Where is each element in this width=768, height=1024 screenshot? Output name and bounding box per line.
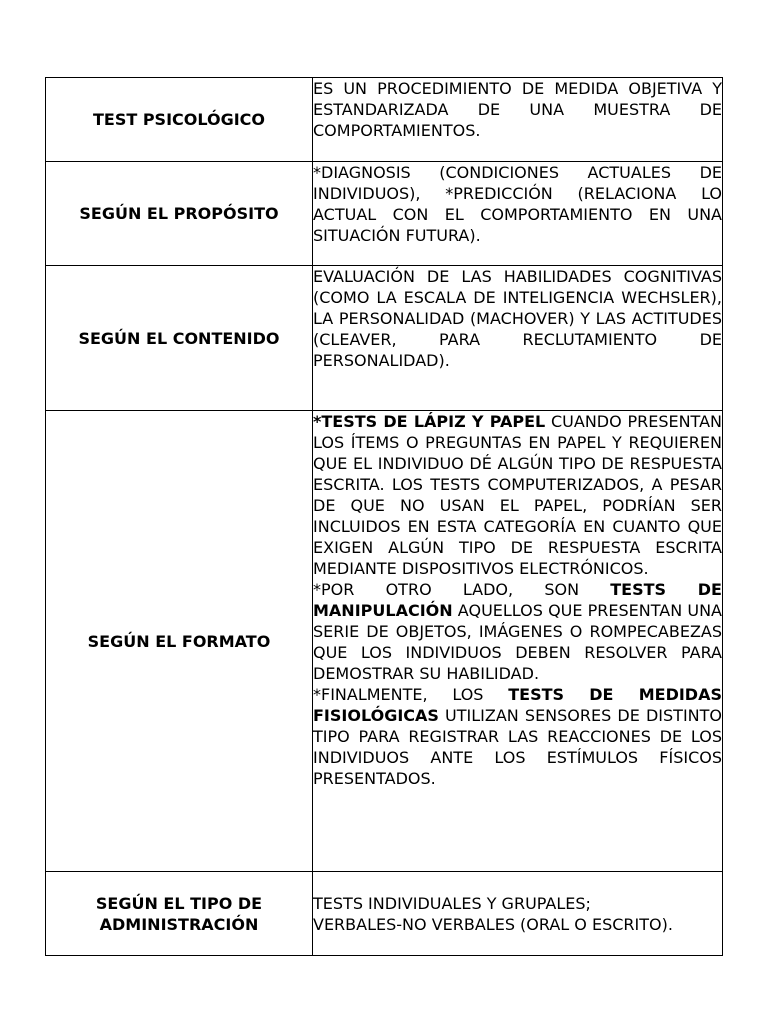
row-label: TEST PSICOLÓGICO [92,110,266,129]
row-content-cell [313,411,723,872]
table-row [46,162,723,266]
paragraph-text: AQUELLOS QUE PRESENTAN UNA SERIE DE OBJETOS, IMÁGENES O ROMPECABEZAS QUE LOS INDIVIDUOS DEBEN RESOLVER PARA DEMOSTRAR SU HABILIDAD. [313,601,722,683]
table-row [46,872,723,956]
row-content-cell [313,266,723,411]
row-label-line: SEGÚN EL TIPO DE [95,893,263,913]
paragraph-intro: *POR OTRO LADO, SON [313,580,611,599]
paragraph-text: UTILIZAN SENSORES DE DISTINTO TIPO PARA REGISTRAR LAS REACCIONES DE LOS INDIVIDUOS ANTE LOS ESTÍMULOS FÍSICOS PRESENTADOS. [313,706,722,788]
table-row [46,266,723,411]
row-content-line: TESTS INDIVIDUALES Y GRUPALES; [313,893,591,913]
paragraph-intro: *FINALMENTE, LOS [313,685,509,704]
row-label-cell [46,162,313,266]
row-content-line: VERBALES-NO VERBALES (ORAL O ESCRITO). [313,914,673,934]
row-content: *DIAGNOSIS (CONDICIONES ACTUALES DE INDIVIDUOS), *PREDICCIÓN (RELACIONA LO ACTUAL CON EL COMPORTAMIENTO EN UNA SITUACIÓN FUTURA). [313,163,722,245]
row-label-line: ADMINISTRACIÓN [99,914,259,934]
table-row [46,78,723,162]
row-content-cell [313,78,723,162]
row-label-cell [46,78,313,162]
row-label-cell [46,872,313,956]
row-label: SEGÚN EL FORMATO [87,631,271,651]
row-label-cell [46,411,313,872]
row-label: SEGÚN EL PROPÓSITO [79,204,279,223]
row-content-cell [313,162,723,266]
bold-term: TESTS DE MEDIDAS FISIOLÓGICAS [313,685,722,725]
row-label: SEGÚN EL CONTENIDO [78,328,280,348]
row-content: ES UN PROCEDIMIENTO DE MEDIDA OBJETIVA Y ESTANDARIZADA DE UNA MUESTRA DE COMPORTAMIENTOS. [313,79,722,140]
bold-term: TESTS DE MANIPULACIÓN [313,580,722,620]
bold-term: *TESTS DE LÁPIZ Y PAPEL [313,412,546,431]
row-content: EVALUACIÓN DE LAS HABILIDADES COGNITIVAS (COMO LA ESCALA DE INTELIGENCIA WECHSLER), LA PERSONALIDAD (MACHOVER) Y LAS ACTITUDES (CLEAVER, PARA RECLUTAMIENTO DE PERSONALIDAD). [313,267,722,370]
paragraph-text: CUANDO PRESENTAN LOS ÍTEMS O PREGUNTAS EN PAPEL Y REQUIEREN QUE EL INDIVIDUO DÉ ALGÚN TIPO DE RESPUESTA ESCRITA. LOS TESTS COMPUTERIZADOS, A PESAR DE QUE NO USAN EL PAPEL, PODRÍAN SER INCLUIDOS EN ESTA CATEGORÍA EN CUANTO QUE EXIGEN ALGÚN TIPO DE RESPUESTA ESCRITA MEDIANTE DISPOSITIVOS ELECTRÓNICOS. [313,412,723,578]
format-paragraph-pencil-paper [313,411,722,579]
classification-table [45,77,723,956]
row-label-cell [46,266,313,411]
table-row [46,411,723,872]
format-paragraph-physiological [313,684,722,789]
row-content-cell [313,872,723,956]
format-paragraph-manipulation [313,579,722,684]
